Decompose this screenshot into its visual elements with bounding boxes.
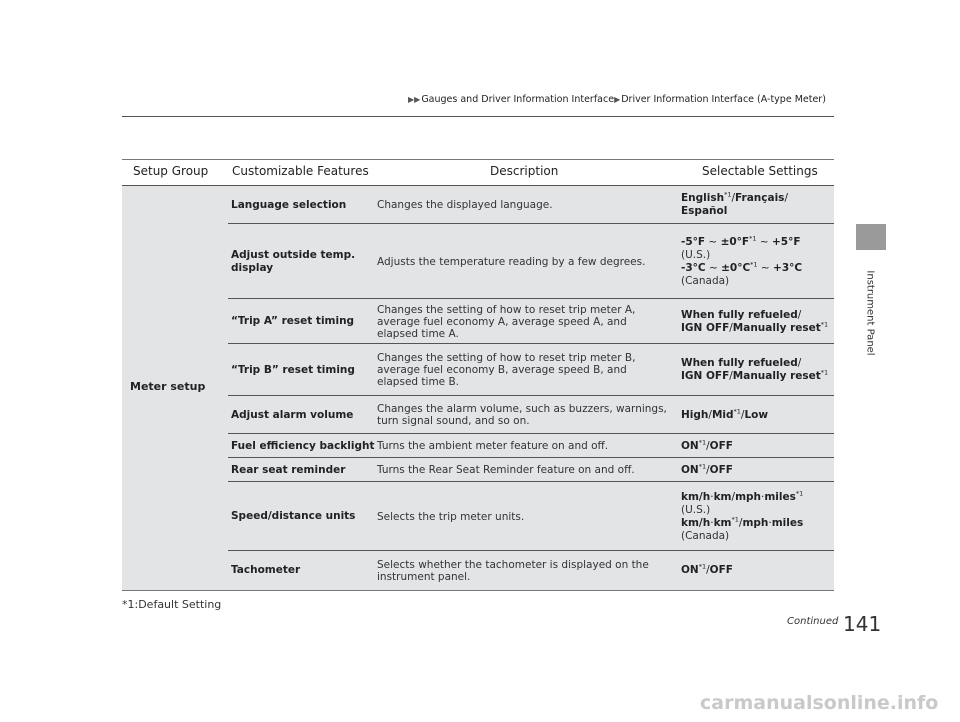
table-row: [228, 344, 834, 396]
table-row: [228, 186, 834, 224]
header-setup-group: Setup Group: [133, 164, 209, 178]
feature-name: Adjust alarm volume: [231, 408, 354, 421]
feature-description: Changes the setting of how to reset trip meter B, average fuel economy B, average speed B, and elapsed time B.: [377, 352, 636, 388]
feature-description: Turns the Rear Seat Reminder feature on and off.: [377, 464, 635, 476]
feature-name: Language selection: [231, 198, 347, 211]
header-selectable-settings: Selectable Settings: [702, 164, 818, 178]
selectable-settings: When fully refueled/ IGN OFF/Manually reset$^{*1}$: [681, 357, 829, 382]
continued-label: Continued: [787, 616, 839, 627]
selectable-settings: ON$^{*1}$/OFF: [681, 438, 733, 452]
feature-name: Rear seat reminder: [231, 463, 346, 476]
selectable-settings: ON$^{*1}$/OFF: [681, 462, 733, 476]
feature-description: Selects the trip meter units.: [377, 510, 525, 523]
header-customizable-features: Customizable Features: [232, 164, 369, 178]
group-meter-setup: Meter setup: [130, 380, 206, 393]
breadcrumb-part1[interactable]: Gauges and Driver Information Interface: [421, 94, 615, 105]
feature-name: Speed/distance units: [231, 510, 356, 522]
selectable-settings: English$^{*1}$/Français/ Español: [681, 190, 788, 217]
feature-name: “Trip A” reset timing: [231, 315, 355, 327]
selectable-settings: High/Mid$^{*1}$/Low: [681, 407, 769, 421]
watermark: carmanualsonline.info: [700, 692, 939, 714]
selectable-settings: ON$^{*1}$/OFF: [681, 562, 733, 576]
arrow-icon: ▶: [614, 95, 621, 104]
selectable-settings: When fully refueled/ IGN OFF/Manually reset$^{*1}$: [681, 308, 829, 334]
feature-description: Changes the displayed language.: [377, 199, 553, 211]
section-tab: [856, 224, 886, 250]
footnote: *1:Default Setting: [122, 598, 222, 611]
feature-description: Turns the ambient meter feature on and off.: [377, 440, 609, 452]
table-bottom-rule: [122, 590, 834, 591]
header-description: Description: [490, 164, 559, 178]
breadcrumb-part2[interactable]: Driver Information Interface (A-type Meter): [621, 94, 826, 105]
feature-name: Fuel efficiency backlight: [231, 439, 375, 452]
side-label: Instrument Panel: [864, 270, 876, 356]
table-row: [228, 551, 834, 590]
feature-description: Selects whether the tachometer is displayed on the instrument panel.: [377, 558, 649, 583]
table-row: [228, 396, 834, 434]
breadcrumb: [408, 94, 826, 105]
table-row: [228, 299, 834, 344]
table-row: [228, 458, 834, 482]
double-arrow-icon: ▶▶: [408, 95, 421, 104]
feature-name: Adjust outside temp. display: [231, 248, 356, 274]
page-number: 141: [843, 612, 882, 636]
table-top-rule: [122, 159, 834, 160]
header-rule: [122, 116, 834, 117]
table-row: [228, 434, 834, 458]
table-row: [228, 224, 834, 299]
feature-description: Adjusts the temperature reading by a few degrees.: [377, 255, 646, 268]
table-row: [228, 482, 834, 551]
selectable-settings: km/h·km/mph·miles$^{*1}$ (U.S.) $km/h\cdot km^{*1}/mph\cdot miles$ (Canada): [681, 489, 804, 542]
feature-name: “Trip B” reset timing: [231, 363, 355, 376]
feature-description: Changes the alarm volume, such as buzzers, warnings, turn signal sound, and so on.: [377, 403, 667, 427]
selectable-settings: -5°F ~ $\pm 0^\circ F^{*1}$ ~ +5°F (U.S.) -3°C ~ $\pm 0^\circ C^{*1}$ ~ +3°C (Canada): [681, 234, 803, 287]
feature-name: Tachometer: [231, 564, 301, 576]
feature-description: Changes the setting of how to reset trip meter A, average fuel economy A, average speed A, and elapsed time A.: [377, 303, 636, 340]
